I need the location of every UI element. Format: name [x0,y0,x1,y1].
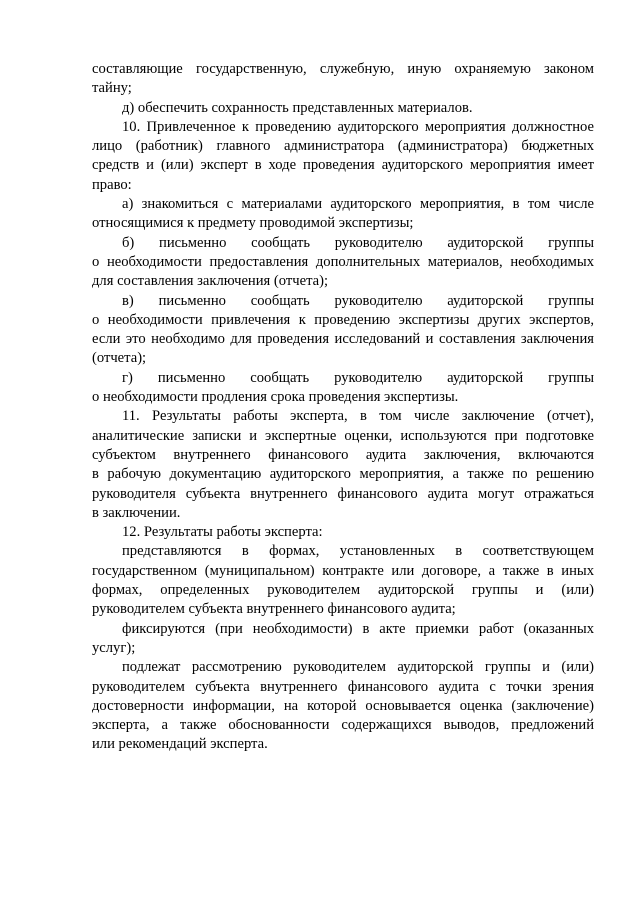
text-line: д) обеспечить сохранность представленных материалов. [122,99,473,116]
document-page [92,60,594,755]
text-line: аналитические записки и экспертные оценки, используются при подготовке [92,427,594,444]
text-line: право: [92,176,132,193]
text-line: 10. Привлеченное к проведению аудиторского мероприятия должностное [122,118,594,135]
text-line: в заключении. [92,504,181,521]
text-line: о необходимости продления срока проведения экспертизы. [92,389,459,406]
text-line: (отчета); [92,350,147,367]
text-line: составляющие государственную, служебную, иную охраняемую законом [92,61,594,77]
text-line: услуг); [92,639,136,656]
text-line: представляются в формах, установленных в соответствующем [122,543,594,560]
text-line: руководителя субъекта внутреннего финансового аудита могут отражаться [92,485,594,502]
text-line: в рабочую документацию аудиторского мероприятия, а также по решению [92,466,594,483]
text-line: достоверности информации, на которой основывается оценка (заключение) [92,697,594,714]
text-line: руководителем субъекта внутреннего финансового аудита с точки зрения [92,678,594,695]
text-line: г) письменно сообщать руководителю аудиторской группы [122,369,594,386]
text-line: эксперта, а также обоснованности содержащихся выводов, предложений [92,717,594,734]
text-line: относящимися к предмету проводимой экспертизы; [92,215,414,232]
text-line: подлежат рассмотрению руководителем аудиторской группы и (или) [122,659,594,676]
text-line: 11. Результаты работы эксперта, в том числе заключение (отчет), [122,408,594,425]
text-line: тайну; [92,80,132,97]
text-line: государственном (муниципальном) контракте или договоре, а также в иных [92,562,594,579]
text-line: средств и (или) эксперт в ходе проведения аудиторского мероприятия имеет [92,157,594,174]
text-line: для составления заключения (отчета); [92,273,329,290]
text-line: в) письменно сообщать руководителю аудиторской группы [122,292,594,309]
text-line: руководителем субъекта внутреннего финансового аудита; [92,601,456,618]
text-line: формах, определенных руководителем аудиторской группы и (или) [92,582,594,599]
text-line: а) знакомиться с материалами аудиторского мероприятия, в том числе [122,196,594,213]
text-line: субъектом внутреннего финансового аудита заключения, включаются [92,446,594,463]
text-line: или рекомендаций эксперта. [92,736,268,753]
text-line: б) письменно сообщать руководителю аудиторской группы [122,234,594,251]
text-line: лицо (работник) главного администратора (администратора) бюджетных [92,138,594,155]
text-line: о необходимости привлечения к проведению экспертизы других экспертов, [92,311,594,328]
text-line: о необходимости предоставления дополнительных материалов, необходимых [92,253,594,270]
text-line: фиксируются (при необходимости) в акте приемки работ (оказанных [122,620,594,637]
text-line: если это необходимо для проведения исследований и составления заключения [92,331,594,348]
text-line: 12. Результаты работы эксперта: [122,524,323,541]
